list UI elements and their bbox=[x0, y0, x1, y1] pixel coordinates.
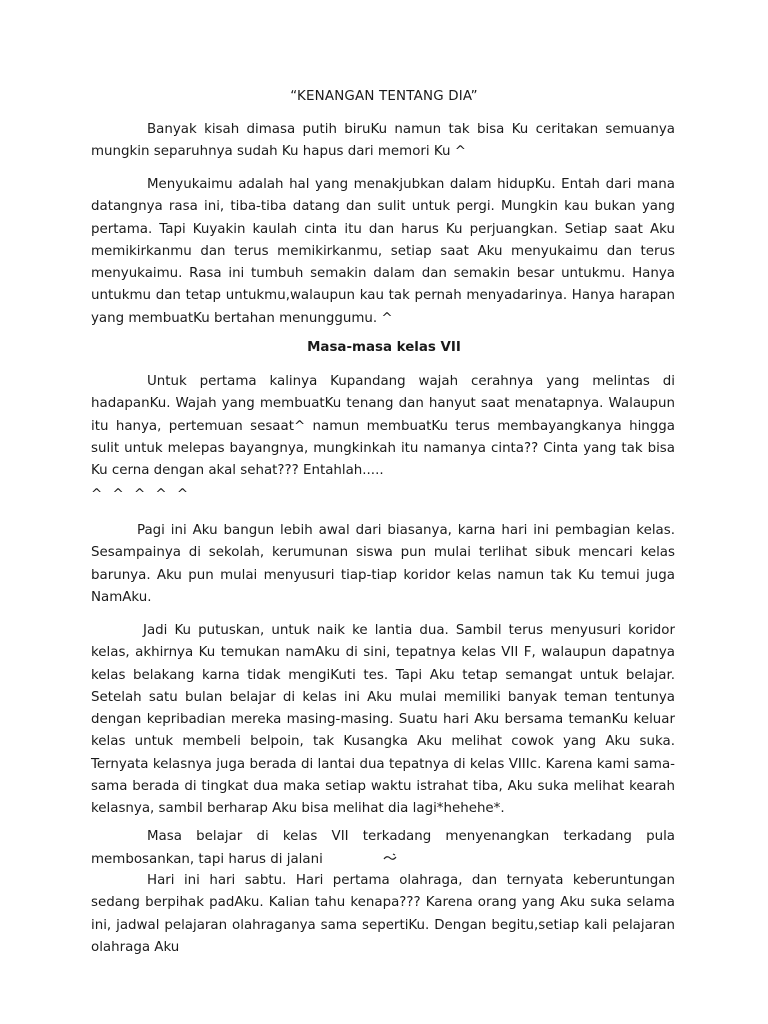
paragraph-intro: Banyak kisah dimasa putih biruKu namun tak bisa Ku ceritakan semuanya mungkin separuhnya sudah Ku hapus dari memori Ku ^ bbox=[91, 122, 675, 160]
paragraph-menyukaimu: Menyukaimu adalah hal yang menakjubkan dalam hidupKu. Entah dari mana datangnya rasa ini, tiba-tiba datang dan sulit untuk pergi. Mungkin kau bukan yang pertama. Tapi Kuyakin kaulah cinta itu dan harus Ku perjuangkan. Setiap saat Aku memikirkanmu dan terus memikirkanmu, setiap saat Aku menyukaimu dan terus menyukaimu. Rasa ini tumbuh semakin dalam dan semakin besar untukmu. Hanya untukmu dan tetap untukmu,walaupun kau tak pernah menyadarinya. Hanya harapan yang membuatKu bertahan menunggumu. ^ bbox=[91, 177, 675, 326]
section-heading: Masa-masa kelas VII bbox=[307, 340, 461, 355]
document-title: “KENANGAN TENTANG DIA” bbox=[290, 89, 478, 104]
paragraph-pagi-ini: Pagi ini Aku bangun lebih awal dari biasanya, karna hari ini pembagian kelas. Sesampainya di sekolah, kerumunan siswa pun mulai terlihat sibuk mencari kelas barunya. Aku pun mulai menyusuri tiap-tiap koridor kelas namun tak Ku temui juga NamAku. bbox=[91, 523, 675, 605]
squiggle-icon bbox=[327, 848, 399, 870]
paragraph-masa-belajar bbox=[91, 826, 675, 872]
paragraph-masa-belajar-text: Masa belajar di kelas VII terkadang menyenangkan terkadang pula membosankan, tapi harus di jalani bbox=[91, 829, 675, 868]
paragraph-jadi-ku-putuskan: Jadi Ku putuskan, untuk naik ke lantia dua. Sambil terus menyusuri koridor kelas, akhirnya Ku temukan namAku di sini, tepatnya kelas VII F, walaupun dapatnya kelas belakang karna tidak mengiKuti tes. Tapi Aku tetap semangat untuk belajar. Setelah satu bulan belajar di kelas ini Aku mulai memiliki banyak teman tentunya dengan kepribadian mereka masing-masing. Suatu hari Aku bersama temanKu keluar kelas untuk membeli belpoin, tak Kusangka Aku melihat cowok yang Aku suka. Ternyata kelasnya juga berada di lantai dua tepatnya di kelas VIIIc. Karena kami sama-sama berada di tingkat dua maka setiap waktu istrahat tiba, Aku suka melihat kearah kelasnya, sambil berharap Aku bisa melihat dia lagi*hehehe*. bbox=[91, 623, 675, 817]
paragraph-hari-sabtu: Hari ini hari sabtu. Hari pertama olahraga, dan ternyata keberuntungan sedang berpihak padAku. Kalian tahu kenapa??? Karena orang yang Aku suka selama ini, jadwal pelajaran olahraganya sama sepertiKu. Dengan begitu,setiap kali pelajaran olahraga Aku bbox=[91, 873, 675, 955]
paragraph-pertama-kali: Untuk pertama kalinya Kupandang wajah cerahnya yang melintas di hadapanKu. Wajah yang membuatKu tenang dan hanyut saat menatapnya. Walaupun itu hanya, pertemuan sesaat^ namun membuatKu terus membayangkanya hingga sulit untuk melepas bayangnya, mungkinkah itu namanya cinta?? Cinta yang tak bisa Ku cerna dengan akal sehat??? Entahlah..... bbox=[91, 374, 675, 479]
scene-break-stars: ^ ^ ^ ^ ^ bbox=[91, 487, 192, 502]
